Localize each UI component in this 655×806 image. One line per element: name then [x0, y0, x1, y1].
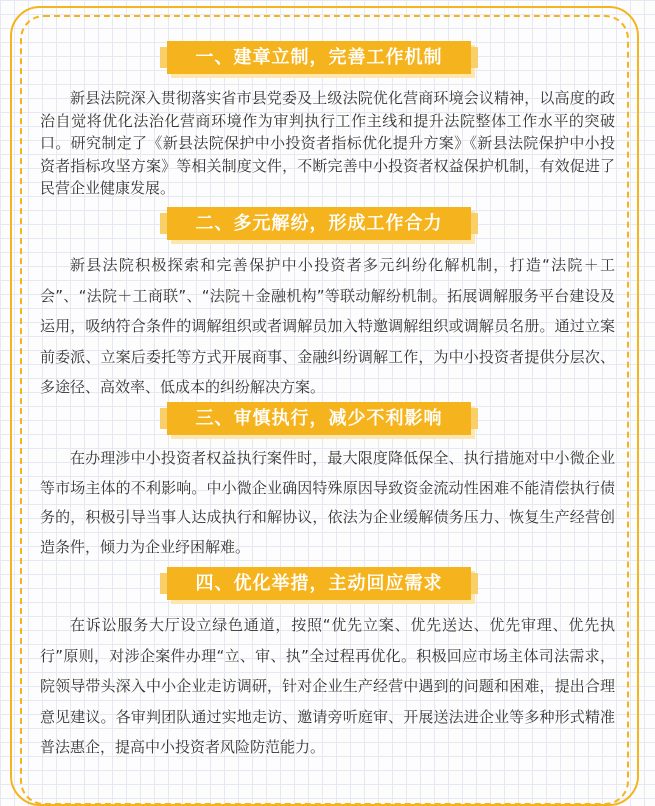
section-heading-4: 四、优化举措，主动回应需求	[167, 567, 471, 600]
section-heading-2: 二、多元解纷，形成工作合力	[167, 207, 471, 240]
section-heading-1: 一、建章立制，完善工作机制	[167, 41, 471, 74]
section-paragraph-4: 在诉讼服务大厅设立绿色通道，按照“优先立案、优先送达、优先审理、优先执行”原则，对涉企案件办理“立、审、执”全过程再优化。积极回应市场主体司法需求，院领导带头深入中小企业走访调研，针对企业生产经营中遇到的问题和困难，提出合理意见建议。各审判团队通过实地走访、邀请旁听庭审、开展送法进企业等多种形式精准普法惠企，提高中小投资者风险防范能力。	[40, 616, 615, 756]
section-paragraph-1: 新县法院深入贯彻落实省市县党委及上级法院优化营商环境会议精神，以高度的政治自觉将优化法治化营商环境作为审判执行工作主线和提升法院整体工作水平的突破口。研究制定了《新县法院保护中小投资者指标优化提升方案》《新县法院保护中小投资者指标攻坚方案》等相关制度文件，不断完善中小投资者权益保护机制，有效促进了民营企业健康发展。	[40, 89, 615, 198]
section-heading-3: 三、审慎执行，减少不利影响	[167, 402, 471, 435]
section-paragraph-2: 新县法院积极探索和完善保护中小投资者多元纠纷化解机制，打造“法院＋工会”、“法院＋工商联”、“法院＋金融机构”等联动解纷机制。拓展调解服务平台建设及运用，吸纳符合条件的调解组织或者调解员加入特邀调解组织或调解员名册。通过立案前委派、立案后委托等方式开展商事、金融纠纷调解工作，为中小投资者提供分层次、多途径、高效率、低成本的纠纷解决方案。	[40, 256, 615, 396]
section-paragraph-3: 在办理涉中小投资者权益执行案件时，最大限度降低保全、执行措施对中小微企业等市场主体的不利影响。中小微企业确因特殊原因导致资金流动性困难不能清偿执行债务的，积极引导当事人达成执行和解协议，依法为企业缓解债务压力、恢复生产经营创造条件，倾力为企业纾困解难。	[40, 449, 615, 556]
